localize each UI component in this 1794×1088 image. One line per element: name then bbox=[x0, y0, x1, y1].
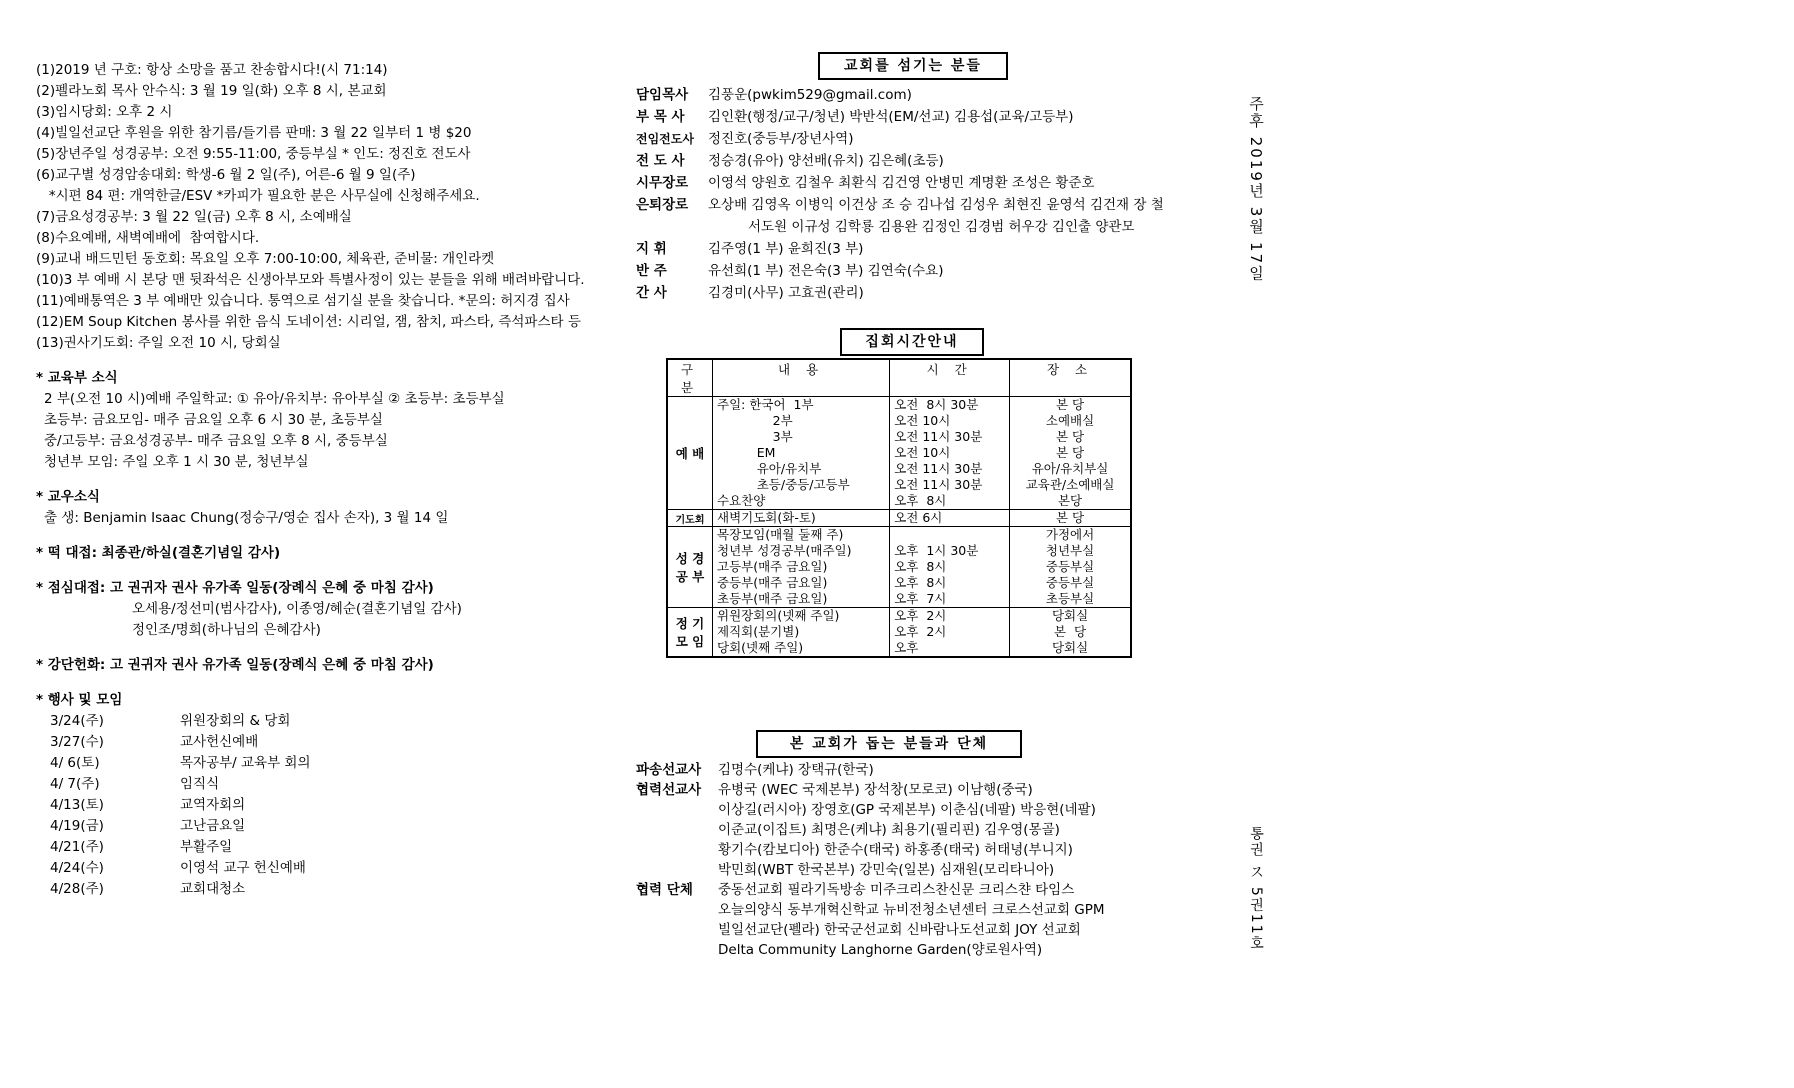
study-content-line: 목장모임(매월 둘째 주) bbox=[717, 527, 844, 542]
worship-places bbox=[1010, 397, 1131, 510]
staff-names: 정승경(유아) 양선배(유치) 김은혜(초등) bbox=[708, 153, 944, 169]
worship-place-line: 교육관/소예배실 bbox=[1025, 477, 1115, 492]
staff-names: 김풍운(pwkim529@gmail.com) bbox=[708, 87, 912, 103]
mission-label: 협력 단체 bbox=[636, 882, 693, 898]
study-time-line: 오후 7시 bbox=[894, 591, 947, 606]
event-name: 교사헌신예배 bbox=[180, 734, 259, 750]
event-row bbox=[36, 879, 636, 900]
study-places bbox=[1010, 527, 1131, 608]
mission-label: 파송선교사 bbox=[636, 762, 702, 778]
staff-names: 오상배 김영옥 이병익 이건상 조 승 김나섭 김성우 최현진 윤영석 김건재 장 철 bbox=[708, 197, 1164, 213]
study-category: 성 경 공 부 bbox=[667, 527, 713, 608]
announcement-list bbox=[36, 60, 636, 354]
worship-place-line: 본 당 bbox=[1056, 397, 1085, 412]
event-row bbox=[36, 858, 636, 879]
staff-names: 김경미(사무) 고효권(관리) bbox=[708, 285, 864, 301]
staff-list bbox=[636, 84, 1164, 304]
announcement-line: (9)교내 배드민턴 동호회: 목요일 오후 7:00-10:00, 체육관, 준비물: 개인라켓 bbox=[36, 251, 495, 267]
study-place-line: 중등부실 bbox=[1045, 559, 1095, 574]
meeting-place-line: 당회실 bbox=[1051, 640, 1089, 655]
study-times bbox=[890, 527, 1010, 608]
staff-names: 김인환(행정/교구/청년) 박반석(EM/선교) 김용섭(교육/고등부) bbox=[708, 109, 1074, 125]
event-name: 고난금요일 bbox=[180, 818, 246, 834]
worship-times bbox=[890, 397, 1010, 510]
prayer-place bbox=[1010, 510, 1131, 527]
event-date: 4/24(수) bbox=[50, 860, 104, 876]
missions-header: 본 교회가 돕는 분들과 단체 bbox=[756, 730, 1022, 758]
mission-text: Delta Community Langhorne Garden(양로원사역) bbox=[718, 942, 1043, 958]
worship-time-line: 오전 8시 30분 bbox=[894, 397, 979, 412]
staff-row bbox=[636, 194, 1164, 216]
meetings-contents bbox=[713, 608, 890, 658]
meetings-category: 정 기 모 임 bbox=[667, 608, 713, 658]
education-list bbox=[36, 389, 636, 473]
staff-role: 시무장로 bbox=[636, 175, 689, 191]
worship-place-line: 본당 bbox=[1057, 493, 1083, 508]
study-time-line: 오후 8시 bbox=[894, 575, 947, 590]
study-time-line bbox=[894, 527, 1005, 543]
announcement-line: (12)EM Soup Kitchen 봉사를 위한 음식 도네이션: 시리얼, 잼, 참치, 파스타, 즉석파스타 등 bbox=[36, 314, 581, 330]
event-date: 4/21(주) bbox=[50, 839, 104, 855]
event-name: 교회대청소 bbox=[180, 881, 246, 897]
event-name: 교역자회의 bbox=[180, 797, 246, 813]
event-date: 4/13(토) bbox=[50, 797, 104, 813]
prayer-content-text: 새벽기도회(화-토) bbox=[717, 510, 816, 525]
mission-text: 황기수(캄보디아) 한준수(태국) 하홍종(태국) 허태녕(부니지) bbox=[718, 842, 1073, 858]
lunch-line: 정인조/명희(하나님의 은혜감사) bbox=[132, 622, 321, 638]
staff-names: 서도원 이규성 김학룡 김용완 김정인 김경범 허우강 김인출 양관모 bbox=[748, 219, 1135, 235]
education-title: * 교육부 소식 bbox=[36, 370, 118, 386]
event-date: 4/ 6(토) bbox=[50, 755, 100, 771]
event-name: 이영석 교구 헌신예배 bbox=[180, 860, 306, 876]
meetings-times bbox=[890, 608, 1010, 658]
study-contents bbox=[713, 527, 890, 608]
education-line: 청년부 모임: 주일 오후 1 시 30 분, 청년부실 bbox=[44, 454, 309, 470]
announcement-line: (5)장년주일 성경공부: 오전 9:55-11:00, 중등부실 * 인도: 정진호 전도사 bbox=[36, 146, 471, 162]
missions-list bbox=[636, 760, 1104, 960]
study-place-line: 초등부실 bbox=[1045, 591, 1095, 606]
mission-row bbox=[636, 880, 1104, 900]
mission-row bbox=[636, 940, 1104, 960]
col-category: 구분 bbox=[667, 359, 713, 397]
mission-text: 빌일선교단(펠라) 한국군선교회 신바람나도선교회 JOY 선교회 bbox=[718, 922, 1081, 938]
worship-content-line: 2부 bbox=[717, 413, 793, 428]
mission-text: 유병국 (WEC 국제본부) 장석창(모로코) 이남행(중국) bbox=[718, 782, 1033, 798]
prayer-time bbox=[890, 510, 1010, 527]
prayer-time-text: 오전 6시 bbox=[894, 510, 943, 525]
worship-content-line: 3부 bbox=[717, 429, 793, 444]
staff-row bbox=[636, 238, 1164, 260]
mission-row bbox=[636, 900, 1104, 920]
announcement-line: (1)2019 년 구호: 항상 소망을 품고 찬송합시다!(시 71:14) bbox=[36, 62, 388, 78]
announcement-line: (4)빌일선교단 후원을 위한 참기름/들기름 판매: 3 월 22 일부터 1 병 $20 bbox=[36, 125, 472, 141]
event-row bbox=[36, 711, 636, 732]
members-birth: 출 생: Benjamin Isaac Chung(정승구/영순 집사 손자), 3 월 14 일 bbox=[44, 510, 449, 526]
prayer-place-text: 본 당 bbox=[1056, 510, 1085, 525]
study-time-line: 오후 8시 bbox=[894, 559, 947, 574]
worship-row bbox=[667, 397, 1131, 510]
staff-row bbox=[636, 172, 1164, 194]
mission-row bbox=[636, 840, 1104, 860]
study-content-line: 초등부(매주 금요일) bbox=[717, 591, 828, 606]
mission-row bbox=[636, 920, 1104, 940]
announcement-line: (6)교구별 성경암송대회: 학생-6 월 2 일(주), 어른-6 월 9 일(주) bbox=[36, 167, 416, 183]
staff-role: 간 사 bbox=[636, 285, 667, 301]
study-place-line: 가정에서 bbox=[1045, 527, 1095, 542]
staff-row bbox=[636, 282, 1164, 304]
staff-row bbox=[636, 260, 1164, 282]
events-list bbox=[36, 711, 636, 900]
meeting-time-line: 오후 2시 bbox=[894, 624, 947, 639]
event-row bbox=[36, 837, 636, 858]
announcement-line: (2)펠라노회 목사 안수식: 3 월 19 일(화) 오후 8 시, 본교회 bbox=[36, 83, 387, 99]
study-content-line: 청년부 성경공부(매주일) bbox=[717, 543, 852, 558]
members-title: * 교우소식 bbox=[36, 489, 100, 505]
event-date: 4/28(주) bbox=[50, 881, 104, 897]
education-line: 중/고등부: 금요성경공부- 매주 금요일 오후 8 시, 중등부실 bbox=[44, 433, 388, 449]
meeting-place-line: 본 당 bbox=[1054, 624, 1087, 639]
event-name: 위원장회의 & 당회 bbox=[180, 713, 291, 729]
meeting-content-line: 제직회(분기별) bbox=[717, 624, 800, 639]
staff-row bbox=[636, 216, 1164, 238]
worship-contents bbox=[713, 397, 890, 510]
study-place-line: 청년부실 bbox=[1045, 543, 1095, 558]
education-line: 2 부(오전 10 시)예배 주일학교: ① 유아/유치부: 유아부실 ② 초등부: 초등부실 bbox=[44, 391, 505, 407]
staff-role: 전임전도사 bbox=[636, 132, 694, 146]
col-place: 장 소 bbox=[1010, 359, 1131, 397]
schedule-table bbox=[666, 358, 1132, 658]
event-name: 임직식 bbox=[180, 776, 220, 792]
worship-time-line: 오후 8시 bbox=[894, 493, 947, 508]
event-date: 4/19(금) bbox=[50, 818, 104, 834]
worship-time-line: 오전 10시 bbox=[894, 445, 951, 460]
mission-row bbox=[636, 780, 1104, 800]
education-line: 초등부: 금요모임- 매주 금요일 오후 6 시 30 분, 초등부실 bbox=[44, 412, 383, 428]
study-content-line: 중등부(매주 금요일) bbox=[717, 575, 828, 590]
mission-row bbox=[636, 800, 1104, 820]
announcement-line: (8)수요예배, 새벽예배에 참여합시다. bbox=[36, 230, 260, 246]
event-date: 4/ 7(주) bbox=[50, 776, 100, 792]
staff-role: 전 도 사 bbox=[636, 153, 685, 169]
bulletin-volume: 통권 ス 5권11호 bbox=[1248, 826, 1264, 952]
lunch-line: * 점심대접: 고 권귀자 권사 유가족 일동(장례식 은혜 중 마침 감사) bbox=[36, 580, 434, 596]
col-time: 시 간 bbox=[890, 359, 1010, 397]
announcement-line: (7)금요성경공부: 3 월 22 일(금) 오후 8 시, 소예배실 bbox=[36, 209, 352, 225]
mission-text: 김명수(케냐) 장택규(한국) bbox=[718, 762, 874, 778]
event-row bbox=[36, 732, 636, 753]
mission-label: 협력선교사 bbox=[636, 782, 702, 798]
events-title: * 행사 및 모임 bbox=[36, 692, 123, 708]
event-row bbox=[36, 795, 636, 816]
worship-time-line: 오전 10시 bbox=[894, 413, 951, 428]
bulletin-date: 주후 2019년 3월 17일 bbox=[1247, 96, 1265, 283]
staff-names: 유선희(1 부) 전은숙(3 부) 김연숙(수요) bbox=[708, 263, 944, 279]
meetings-places bbox=[1010, 608, 1131, 658]
announcement-line: (3)임시당회: 오후 2 시 bbox=[36, 104, 173, 120]
mission-text: 중동선교회 필라기독방송 미주크리스찬신문 크리스챤 타임스 bbox=[718, 882, 1075, 898]
meeting-content-line: 위원장회의(넷째 주일) bbox=[717, 608, 840, 623]
event-row bbox=[36, 816, 636, 837]
announcement-line: (13)권사기도회: 주일 오전 10 시, 당회실 bbox=[36, 335, 281, 351]
mission-row bbox=[636, 820, 1104, 840]
staff-names: 이영석 양원호 김철우 최환식 김건영 안병민 계명환 조성은 황준호 bbox=[708, 175, 1095, 191]
staff-names: 정진호(중등부/장년사역) bbox=[708, 131, 854, 147]
prayer-content bbox=[713, 510, 890, 527]
mission-row bbox=[636, 860, 1104, 880]
study-row bbox=[667, 527, 1131, 608]
meeting-time-line: 오후 2시 bbox=[894, 608, 947, 623]
worship-content-line: 수요찬양 bbox=[717, 493, 766, 508]
meeting-time-line: 오후 bbox=[894, 640, 919, 655]
staff-names: 김주영(1 부) 윤희진(3 부) bbox=[708, 241, 864, 257]
staff-row bbox=[636, 128, 1164, 150]
worship-place-line: 본 당 bbox=[1056, 445, 1085, 460]
staff-row bbox=[636, 84, 1164, 106]
flowers-line: * 강단헌화: 고 권귀자 권사 유가족 일동(장례식 은혜 중 마침 감사) bbox=[36, 657, 434, 673]
worship-place-line: 유아/유치부실 bbox=[1031, 461, 1109, 476]
mission-text: 이상길(러시아) 장영호(GP 국제본부) 이춘심(네팔) 박응현(네팔) bbox=[718, 802, 1096, 818]
worship-time-line: 오전 11시 30분 bbox=[894, 477, 983, 492]
mission-text: 이준교(이집트) 최명은(케냐) 최용기(필리핀) 김우영(몽골) bbox=[718, 822, 1060, 838]
event-name: 목자공부/ 교육부 회의 bbox=[180, 755, 311, 771]
staff-role: 은퇴장로 bbox=[636, 197, 689, 213]
event-row bbox=[36, 753, 636, 774]
event-row bbox=[36, 774, 636, 795]
event-date: 3/24(주) bbox=[50, 713, 104, 729]
col-content: 내 용 bbox=[713, 359, 890, 397]
staff-role: 반 주 bbox=[636, 263, 667, 279]
staff-role: 부 목 사 bbox=[636, 109, 685, 125]
study-content-line: 고등부(매주 금요일) bbox=[717, 559, 828, 574]
worship-category: 예 배 bbox=[667, 397, 713, 510]
event-name: 부활주일 bbox=[180, 839, 233, 855]
worship-place-line: 본 당 bbox=[1056, 429, 1085, 444]
meeting-content-line: 당회(넷째 주일) bbox=[717, 640, 804, 655]
worship-content-line: 초등/중등/고등부 bbox=[717, 477, 850, 492]
worship-content-line: 유아/유치부 bbox=[717, 461, 822, 476]
event-date: 3/27(수) bbox=[50, 734, 104, 750]
staff-header: 교회를 섬기는 분들 bbox=[818, 52, 1008, 80]
worship-time-line: 오전 11시 30분 bbox=[894, 429, 983, 444]
prayer-category: 기도회 bbox=[667, 510, 713, 527]
prayer-row bbox=[667, 510, 1131, 527]
mission-text: 오늘의양식 동부개혁신학교 뉴비전청소년센터 크로스선교회 GPM bbox=[718, 902, 1105, 918]
mission-row bbox=[636, 760, 1104, 780]
study-time-line: 오후 1시 30분 bbox=[894, 543, 979, 558]
staff-role: 담임목사 bbox=[636, 87, 689, 103]
study-place-line: 중등부실 bbox=[1045, 575, 1095, 590]
announcement-line: (11)예배통역은 3 부 예배만 있습니다. 통역으로 섬기실 분을 찾습니다. *문의: 허지경 집사 bbox=[36, 293, 570, 309]
rice-cake-line: * 떡 대접: 최종관/하실(결혼기념일 감사) bbox=[36, 545, 281, 561]
lunch-line: 오세용/정선미(범사감사), 이종영/혜순(결혼기념일 감사) bbox=[132, 601, 462, 617]
schedule-header-row bbox=[667, 359, 1131, 397]
lunch-list bbox=[36, 599, 636, 641]
worship-place-line: 소예배실 bbox=[1045, 413, 1095, 428]
meeting-place-line: 당회실 bbox=[1051, 608, 1089, 623]
staff-row bbox=[636, 106, 1164, 128]
worship-content-line: 주일: 한국어 1부 bbox=[717, 397, 814, 412]
announcements-column bbox=[36, 60, 636, 900]
staff-row bbox=[636, 150, 1164, 172]
mission-text: 박민희(WBT 한국본부) 강민숙(일본) 심재원(모리타니아) bbox=[718, 862, 1055, 878]
worship-time-line: 오전 11시 30분 bbox=[894, 461, 983, 476]
announcement-line: *시편 84 편: 개역한글/ESV *카피가 필요한 분은 사무실에 신청해주세요. bbox=[36, 188, 480, 204]
meetings-row bbox=[667, 608, 1131, 658]
schedule-header: 집회시간안내 bbox=[840, 328, 984, 356]
announcement-line: (10)3 부 예배 시 본당 맨 뒷좌석은 신생아부모와 특별사정이 있는 분들을 위해 배려바랍니다. bbox=[36, 272, 585, 288]
staff-role: 지 휘 bbox=[636, 241, 667, 257]
worship-content-line: EM bbox=[717, 445, 776, 460]
